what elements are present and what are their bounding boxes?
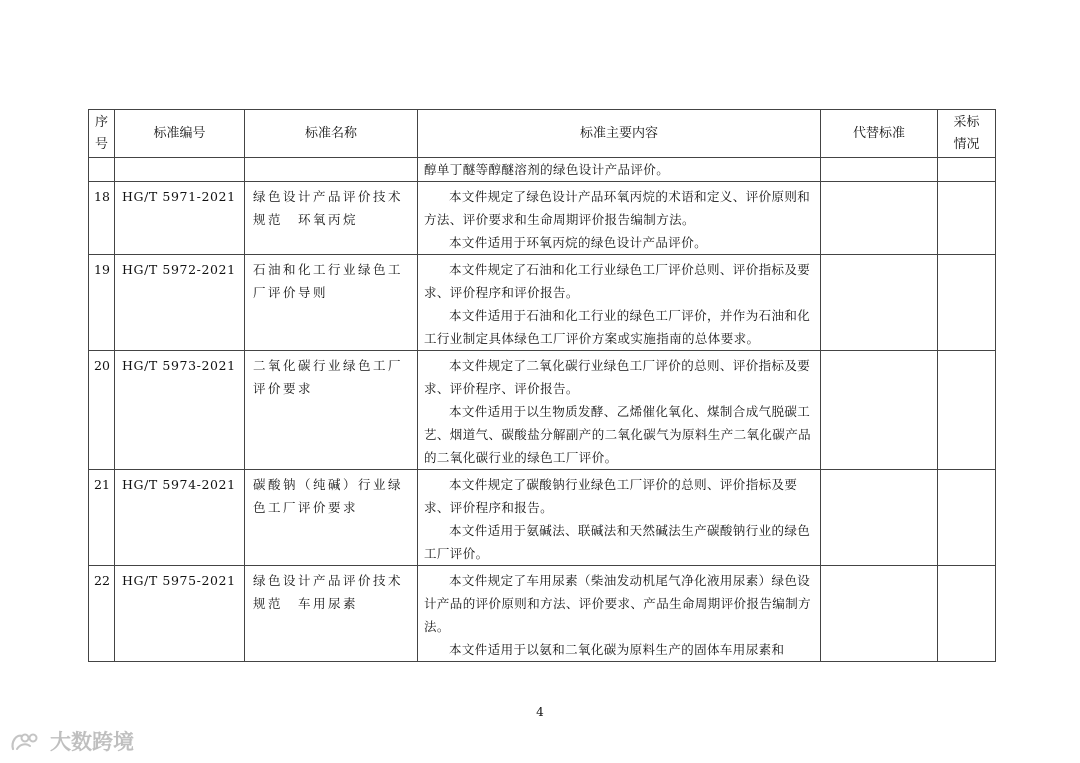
content-paragraph: 本文件规定了碳酸钠行业绿色工厂评价的总则、评价指标及要求、评价程序和报告。 — [424, 477, 798, 515]
header-code: 标准编号 — [115, 110, 245, 158]
cell-content — [418, 351, 821, 470]
content-paragraph: 本文件规定了石油和化工行业绿色工厂评价总则、评价指标及要求、评价程序和评价报告。 — [424, 262, 811, 300]
header-content: 标准主要内容 — [418, 110, 821, 158]
cell-code: HG/T 5974-2021 — [115, 470, 245, 566]
cell-content — [418, 158, 821, 182]
cell-code: HG/T 5972-2021 — [115, 255, 245, 351]
cell-name: 石油和化工行业绿色工厂评价导则 — [245, 255, 418, 351]
table-row-continuation — [89, 158, 996, 182]
content-paragraph: 本文件规定了车用尿素（柴油发动机尾气净化液用尿素）绿色设计产品的评价原则和方法、评价要求、产品生命周期评价报告编制方法。 — [424, 573, 812, 634]
table-row — [89, 351, 996, 470]
cell-code: HG/T 5971-2021 — [115, 182, 245, 255]
content-paragraph: 本文件适用于以氨和二氧化碳为原料生产的固体车用尿素和 — [449, 642, 785, 657]
cell-no: 22 — [89, 566, 115, 662]
cell-replaces — [821, 255, 938, 351]
cell-content — [418, 470, 821, 566]
content-paragraph: 本文件适用于以生物质发酵、乙烯催化氧化、煤制合成气脱碳工艺、烟道气、碳酸盐分解副产的二氧化碳气为原料生产二氧化碳产品的二氧化碳行业的绿色工厂评价。 — [424, 404, 812, 465]
watermark — [10, 726, 134, 756]
cell-content — [418, 182, 821, 255]
page-number: 4 — [536, 705, 544, 719]
cell-adopt — [938, 182, 996, 255]
header-no: 序 号 — [89, 110, 115, 158]
cell-adopt — [938, 351, 996, 470]
cell-content — [418, 566, 821, 662]
cell-no: 18 — [89, 182, 115, 255]
cell-replaces — [821, 470, 938, 566]
standards-table — [88, 109, 996, 662]
header-name: 标准名称 — [245, 110, 418, 158]
cell-content — [418, 255, 821, 351]
cell-replaces — [821, 351, 938, 470]
table-row — [89, 182, 996, 255]
header-replaces: 代替标准 — [821, 110, 938, 158]
cell-adopt — [938, 566, 996, 662]
content-paragraph: 醇单丁醚等醇醚溶剂的绿色设计产品评价。 — [424, 162, 670, 177]
content-paragraph: 本文件适用于环氧丙烷的绿色设计产品评价。 — [449, 235, 708, 250]
content-paragraph: 本文件规定了绿色设计产品环氧丙烷的术语和定义、评价原则和方法、评价要求和生命周期评价报告编制方法。 — [424, 189, 811, 227]
cell-name: 绿色设计产品评价技术规范 车用尿素 — [245, 566, 418, 662]
table-header-row — [89, 110, 996, 158]
table-row — [89, 255, 996, 351]
cell-adopt — [938, 255, 996, 351]
header-adopt: 采标 情况 — [938, 110, 996, 158]
content-paragraph: 本文件适用于氨碱法、联碱法和天然碱法生产碳酸钠行业的绿色工厂评价。 — [424, 523, 811, 561]
cell-code: HG/T 5973-2021 — [115, 351, 245, 470]
cell-name: 绿色设计产品评价技术规范 环氧丙烷 — [245, 182, 418, 255]
content-paragraph: 本文件规定了二氧化碳行业绿色工厂评价的总则、评价指标及要求、评价程序、评价报告。 — [424, 358, 811, 396]
cell-no: 21 — [89, 470, 115, 566]
content-paragraph: 本文件适用于石油和化工行业的绿色工厂评价，并作为石油和化工行业制定具体绿色工厂评价方案或实施指南的总体要求。 — [424, 308, 811, 346]
cell-replaces — [821, 158, 938, 182]
cell-name: 碳酸钠（纯碱）行业绿色工厂评价要求 — [245, 470, 418, 566]
cell-replaces — [821, 182, 938, 255]
cell-no — [89, 158, 115, 182]
cell-no: 20 — [89, 351, 115, 470]
cell-adopt — [938, 158, 996, 182]
cell-code: HG/T 5975-2021 — [115, 566, 245, 662]
table-row — [89, 470, 996, 566]
cell-code — [115, 158, 245, 182]
cell-no: 19 — [89, 255, 115, 351]
cell-adopt — [938, 470, 996, 566]
cell-name: 二氧化碳行业绿色工厂评价要求 — [245, 351, 418, 470]
watermark-text: 大数跨境 — [50, 730, 134, 754]
cell-name — [245, 158, 418, 182]
table-row — [89, 566, 996, 662]
watermark-logo-icon — [10, 730, 44, 752]
cell-replaces — [821, 566, 938, 662]
